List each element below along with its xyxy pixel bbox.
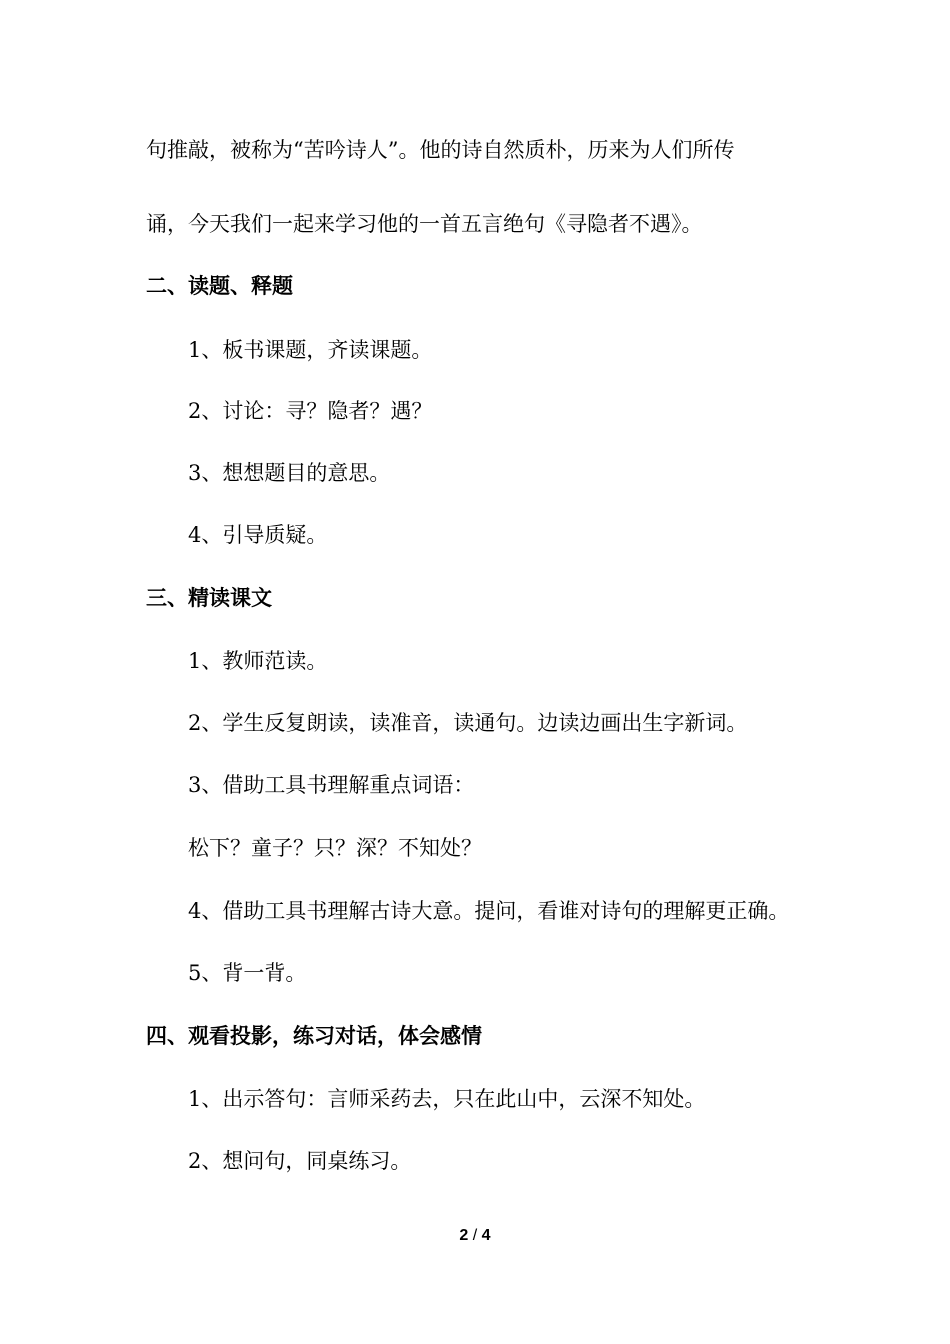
section-2-item-4: 4、引导质疑。: [188, 523, 328, 547]
current-page: 2: [459, 1227, 469, 1244]
section-3-item-5: 5、背一背。: [188, 961, 307, 985]
section-4-item-2: 2、想问句，同桌练习。: [188, 1149, 412, 1173]
section-3-item-4: 4、借助工具书理解古诗大意。提问，看谁对诗句的理解更正确。: [188, 899, 790, 923]
section-3-item-3: 3、借助工具书理解重点词语：: [188, 773, 475, 797]
intro-line-1: 句推敲，被称为“苦吟诗人”。他的诗自然质朴，历来为人们所传: [146, 138, 735, 162]
section-3-item-2: 2、学生反复朗读，读准音，读通句。边读边画出生字新词。: [188, 711, 748, 735]
section-2-item-1: 1、板书课题，齐读课题。: [188, 338, 433, 362]
section-2-item-3: 3、想想题目的意思。: [188, 461, 391, 485]
section-3-heading: 三、精读课文: [146, 586, 272, 610]
section-2-item-2: 2、讨论：寻？隐者？遇？: [188, 399, 433, 423]
section-4-item-1: 1、出示答句：言师采药去，只在此山中，云深不知处。: [188, 1087, 706, 1111]
section-2-heading: 二、读题、释题: [146, 274, 293, 298]
total-pages: 4: [481, 1227, 491, 1244]
section-4-heading: 四、观看投影，练习对话，体会感情: [146, 1024, 482, 1048]
section-3-item-1: 1、教师范读。: [188, 649, 328, 673]
page-separator: /: [472, 1227, 478, 1244]
intro-line-2: 诵，今天我们一起来学习他的一首五言绝句《寻隐者不遇》。: [146, 212, 703, 236]
section-3-keywords: 松下？童子？只？深？不知处？: [188, 836, 482, 860]
page-number: [0, 1226, 950, 1246]
